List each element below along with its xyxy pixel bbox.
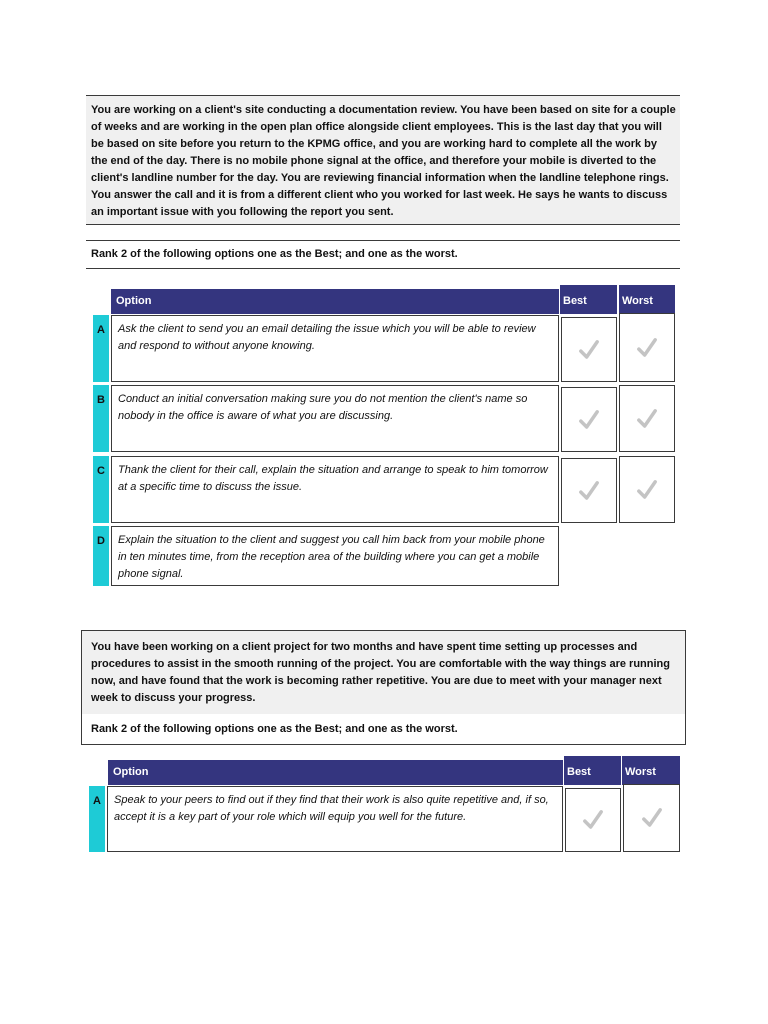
best-header: Best: [564, 756, 621, 785]
checkmark-icon: [633, 334, 661, 362]
worst-checkbox-b[interactable]: [619, 385, 675, 452]
option-text-b: Conduct an initial conversation making sure you do not mention the client's name so nobody in the office is aware of what you are discussing.: [111, 385, 559, 452]
option-letter-c: C: [93, 456, 109, 523]
option-letter-a: A: [93, 315, 109, 382]
option-text-c: Thank the client for their call, explain the situation and arrange to speak to him tomorrow at a specific time to discuss the issue.: [111, 456, 559, 523]
checkmark-icon: [579, 806, 607, 834]
checkmark-icon: [633, 405, 661, 433]
worst-header: Worst: [619, 285, 675, 314]
best-checkbox-b[interactable]: [561, 387, 617, 452]
option-letter-d: D: [93, 526, 109, 586]
scenario-1-instruction: Rank 2 of the following options one as the Best; and one as the worst.: [86, 240, 680, 269]
best-checkbox-a[interactable]: [561, 317, 617, 382]
option-text-a: Ask the client to send you an email detailing the issue which you will be able to review and respond to without anyone knowing.: [111, 315, 559, 382]
best-header: Best: [560, 285, 617, 314]
checkmark-icon: [575, 336, 603, 364]
option-header: Option: [108, 760, 563, 785]
best-checkbox-a[interactable]: [565, 788, 621, 852]
best-checkbox-c[interactable]: [561, 458, 617, 523]
worst-header: Worst: [622, 756, 680, 785]
option-header: Option: [111, 289, 559, 314]
checkmark-icon: [638, 804, 666, 832]
checkmark-icon: [575, 406, 603, 434]
scenario-2-box: [81, 630, 686, 745]
scenario-2-text: You have been working on a client project for two months and have spent time setting up processes and procedures to assist in the smooth running of the project. You are comfortable with the way things are running now, and have found that the work is becoming rather repetitive. You are due to meet with your manager next week to discuss your progress.: [82, 631, 685, 714]
worst-checkbox-a[interactable]: [623, 784, 680, 852]
option-letter-a: A: [89, 786, 105, 852]
option-letter-b: B: [93, 385, 109, 452]
checkmark-icon: [575, 477, 603, 505]
scenario-1-text: You are working on a client's site conducting a documentation review. You have been based on site for a couple of weeks and are working in the open plan office alongside client employees. This is the last day that you will be based on site before you return to the KPMG office, and you are working hard to complete all the work by the end of the day. There is no mobile phone signal at the office, and therefore your mobile is diverted to the client's landline number for the day. You are reviewing financial information when the landline telephone rings. You answer the call and it is from a different client who you worked for last week. He says he wants to discuss an important issue with you following the report you sent.: [86, 95, 680, 225]
option-text-d: Explain the situation to the client and suggest you call him back from your mobile phone in ten minutes time, from the reception area of the building where you can get a mobile phone signal.: [111, 526, 559, 586]
worst-checkbox-c[interactable]: [619, 456, 675, 523]
checkmark-icon: [633, 476, 661, 504]
worst-checkbox-a[interactable]: [619, 313, 675, 382]
scenario-2-instruction: Rank 2 of the following options one as the Best; and one as the worst.: [91, 723, 458, 735]
option-text-a: Speak to your peers to find out if they find that their work is also quite repetitive and, if so, accept it is a key part of your role which will equip you well for the future.: [107, 786, 563, 852]
